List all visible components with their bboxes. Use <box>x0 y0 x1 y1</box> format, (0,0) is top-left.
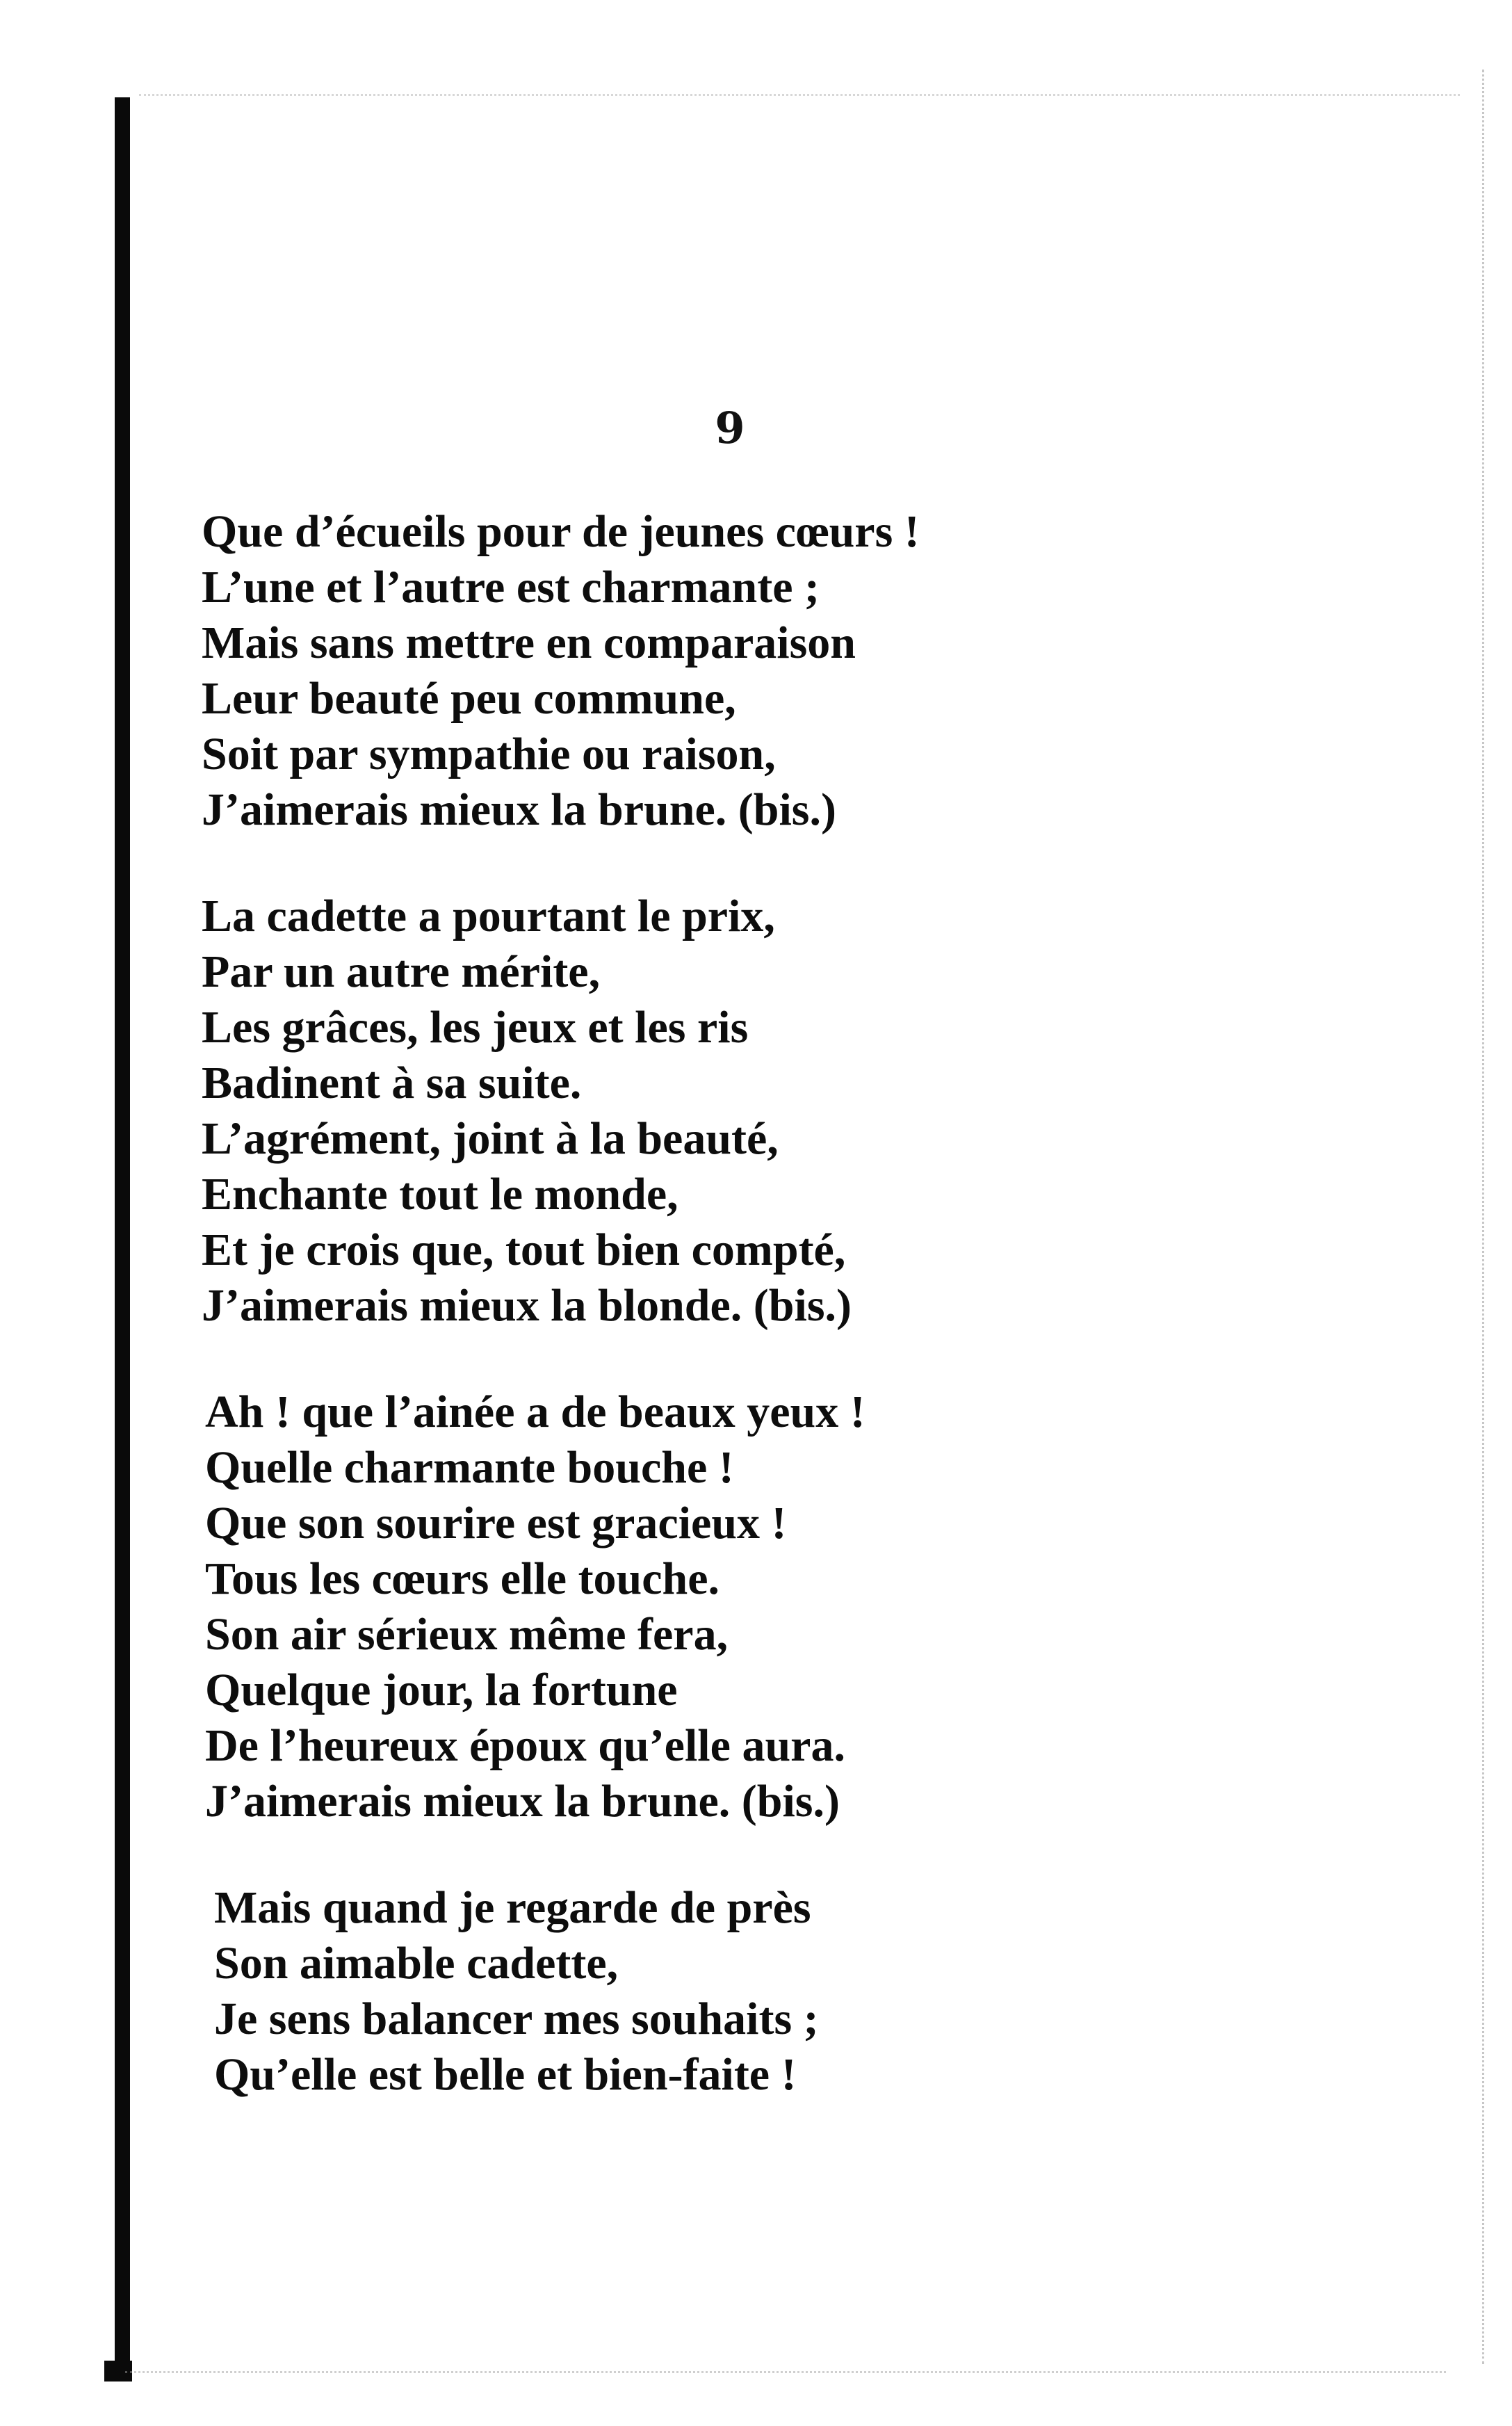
poem-line: La cadette a pourtant le prix, <box>202 891 775 941</box>
poem-line: Enchante tout le monde, <box>202 1169 678 1220</box>
poem-line: Mais sans mettre en comparaison <box>202 617 856 668</box>
poem-line: L’agrément, joint à la beauté, <box>202 1113 779 1164</box>
poem-line: De l’heureux époux qu’elle aura. <box>205 1720 845 1771</box>
poem-line: Tous les cœurs elle touche. <box>205 1553 720 1604</box>
poem-line: J’aimerais mieux la brune. (bis.) <box>205 1776 840 1827</box>
poem-line: Leur beauté peu commune, <box>202 673 736 724</box>
poem-line: Quelle charmante bouche ! <box>205 1442 734 1493</box>
poem-line: Mais quand je regarde de près <box>214 1882 811 1933</box>
poem-line: Qu’elle est belle et bien-faite ! <box>214 2049 797 2100</box>
poem-line: Son air sérieux même fera, <box>205 1609 729 1660</box>
poem <box>202 504 1286 2153</box>
stanza <box>202 1880 1286 2103</box>
poem-line: Quelque jour, la fortune <box>205 1665 678 1715</box>
poem-line: Que son sourire est gracieux ! <box>205 1498 787 1548</box>
poem-line: Les grâces, les jeux et les ris <box>202 1002 749 1053</box>
scan-noise-bottom <box>125 2371 1446 2373</box>
poem-line: J’aimerais mieux la brune. (bis.) <box>202 784 836 835</box>
stanza <box>202 504 1286 838</box>
poem-line: Badinent à sa suite. <box>202 1058 582 1108</box>
scan-noise-right <box>1440 70 1484 2364</box>
poem-line: J’aimerais mieux la blonde. (bis.) <box>202 1280 852 1331</box>
poem-line: Son aimable cadette, <box>214 1938 619 1989</box>
stanza <box>202 1384 1286 1829</box>
poem-line: Par un autre mérite, <box>202 946 601 997</box>
page-number: 9 <box>715 403 745 453</box>
stanza <box>202 889 1286 1334</box>
poem-line: Et je crois que, tout bien compté, <box>202 1224 846 1275</box>
poem-line: Je sens balancer mes souhaits ; <box>214 1994 819 2044</box>
poem-line: Que d’écueils pour de jeunes cœurs ! <box>202 506 920 557</box>
poem-line: L’une et l’autre est charmante ; <box>202 562 820 613</box>
poem-line: Ah ! que l’ainée a de beaux yeux ! <box>205 1386 865 1437</box>
binding-edge <box>115 97 130 2378</box>
poem-line: Soit par sympathie ou raison, <box>202 729 776 779</box>
scan-noise-top <box>139 94 1460 96</box>
